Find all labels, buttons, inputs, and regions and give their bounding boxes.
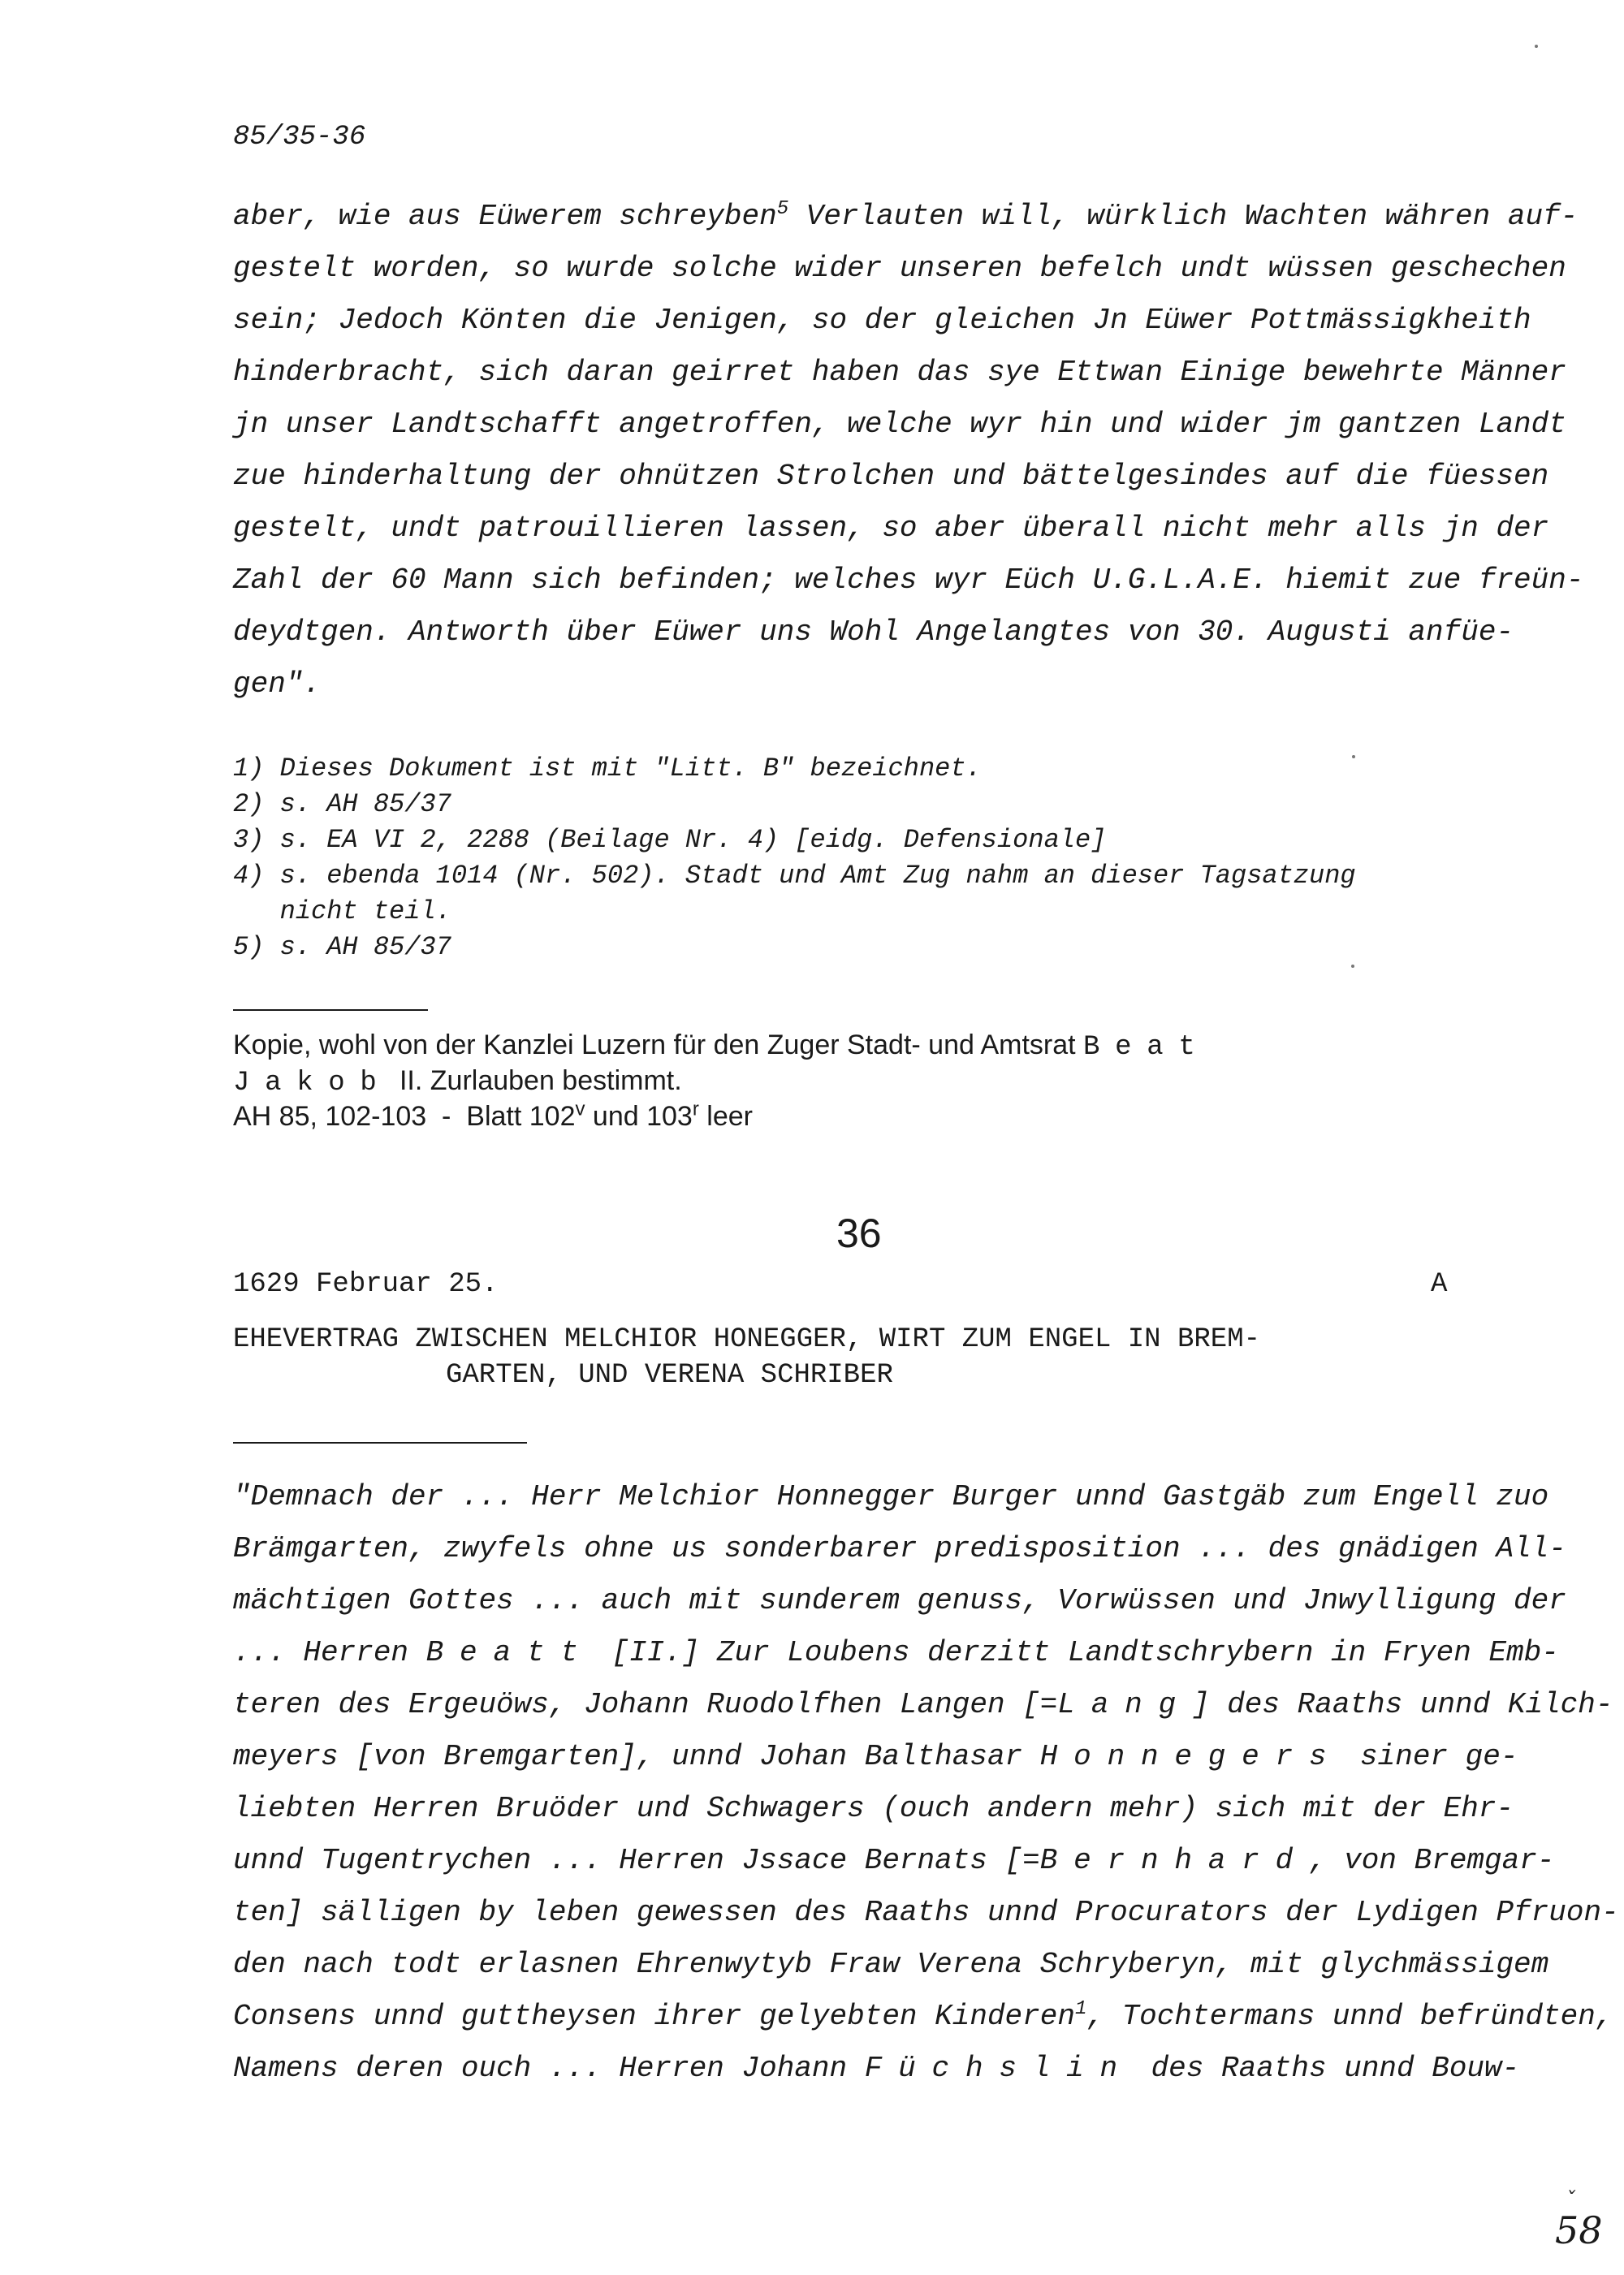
handwritten-page-number: 58 [1555,2208,1603,2252]
footnote: 1) Dieses Dokument ist mit "Litt. B" bezeichnet. [233,753,982,784]
heading-line: EHEVERTRAG ZWISCHEN MELCHIOR HONEGGER, WIRT ZUM ENGEL IN BREM- [233,1324,1261,1355]
spaced-name: Honnegers [1039,1740,1343,1773]
letter-text [233,191,1584,710]
text-line: mächtigen Gottes ... auch mit sunderem genuss, Vorwüssen und Jnwylligung der [233,1584,1566,1617]
text-line: sein; Jedoch Könten die Jenigen, so der gleichen Jn Eüwer Pottmässigkheith [233,304,1531,337]
spaced-name: Füchslin [864,2052,1134,2085]
document-date-line [233,1269,1451,1300]
document-letter: A [1431,1269,1448,1300]
page-mark: ˇ 58 [1555,2188,1603,2252]
source-line: AH 85, 102-103 - Blatt 102$^v$ und 103$^r$ leer [233,1098,753,1132]
document-heading [233,1322,1260,1393]
text-line: Brämgarten, zwyfels ohne us sonderbarer predisposition ... des gnädigen All- [233,1532,1566,1565]
archive-reference: 85/35-36 [233,122,366,153]
text-line: ten] sälligen by leben gewessen des Raaths unnd Procurators der Lydigen Pfruon- [233,1896,1619,1929]
document-number: 36 [836,1211,882,1256]
divider [233,1009,428,1011]
footnote: nicht teil. [233,896,451,926]
text-line: jn unser Landtschafft angetroffen, welche wyr hin und wider jm gantzen Landt [233,408,1566,441]
text-line: liebten Herren Bruöder und Schwagers (ouch andern mehr) sich mit der Ehr- [233,1792,1514,1825]
text-line: hinderbracht, sich daran geirret haben das sye Ettwan Einige bewehrte Männer [233,356,1566,389]
text-line: Zahl der 60 Mann sich befinden; welches wyr Eüch U.G.L.A.E. hiemit zue freün- [233,563,1584,597]
text-line: "Demnach der ... Herr Melchior Honnegger Burger unnd Gastgäb zum Engell zuo [233,1480,1549,1513]
text-line: meyers [von Bremgarten], unnd Johan Balthasar Honnegers siner ge- [233,1740,1518,1773]
scan-speck [1352,755,1355,758]
text-line: Namens deren ouch ... Herren Johann Füchslin des Raaths unnd Bouw- [233,2052,1520,2085]
text-line: gen". [233,667,322,701]
spaced-name: Jakob [233,1068,392,1099]
text-line: aber, wie aus Eüwerem schreyben$^5$ Verlauten will, würklich Wachten währen auf- [233,198,1579,233]
document-date: 1629 Februar 25. [233,1269,499,1300]
source-line: Kopie, wohl von der Kanzlei Luzern für den Zuger Stadt- und Amtsrat Beat [233,1030,1211,1063]
spaced-name: Bernhard [1039,1844,1309,1877]
source-line: Jakob II. Zurlauben bestimmt. [233,1065,682,1099]
scan-speck [1535,45,1538,48]
scan-speck [1351,965,1354,968]
text-line: unnd Tugentrychen ... Herren Jssace Bernats [=Bernhard, von Bremgar- [233,1844,1555,1877]
text-line: zue hinderhaltung der ohnützen Strolchen und bättelgesindes auf die füessen [233,460,1549,493]
heading-line: GARTEN, UND VERENA SCHRIBER [446,1360,893,1391]
text-line: teren des Ergeuöws, Johann Ruodolfhen Langen [=Lang] des Raaths unnd Kilch- [233,1688,1613,1721]
spaced-name: Beatt [425,1636,594,1669]
contract-text [233,1471,1619,2095]
footnote: 4) s. ebenda 1014 (Nr. 502). Stadt und Amt Zug nahm an dieser Tagsatzung [233,861,1356,891]
spaced-name: Beat [1083,1032,1211,1063]
text-line: den nach todt erlasnen Ehrenwytyb Fraw Verena Schryberyn, mit glychmässigem [233,1948,1549,1981]
footnotes [233,751,1356,965]
footnote: 2) s. AH 85/37 [233,789,451,819]
text-line: Consens unnd guttheysen ihrer gelyebten Kinderen$^1$, Tochtermans unnd befründten, [233,1998,1613,2033]
footnote: 5) s. AH 85/37 [233,932,451,962]
text-line: deydtgen. Antworth über Eüwer uns Wohl Angelangtes von 30. Augusti anfüe- [233,615,1514,649]
source-note [233,1027,1210,1134]
divider [233,1442,527,1444]
text-line: ... Herren Beatt [II.] Zur Loubens derzitt Landtschrybern in Fryen Emb- [233,1636,1559,1669]
spaced-name: Lang [1057,1688,1192,1721]
footnote-marker: 1 [1074,1998,1087,2020]
footnote-marker: 5 [776,198,789,220]
footnote: 3) s. EA VI 2, 2288 (Beilage Nr. 4) [eidg. Defensionale] [233,825,1107,855]
text-line: gestelt worden, so wurde solche wider unseren befelch undt wüssen geschechen [233,252,1566,285]
text-line: gestelt, undt patrouillieren lassen, so aber überall nicht mehr alls jn der [233,512,1549,545]
